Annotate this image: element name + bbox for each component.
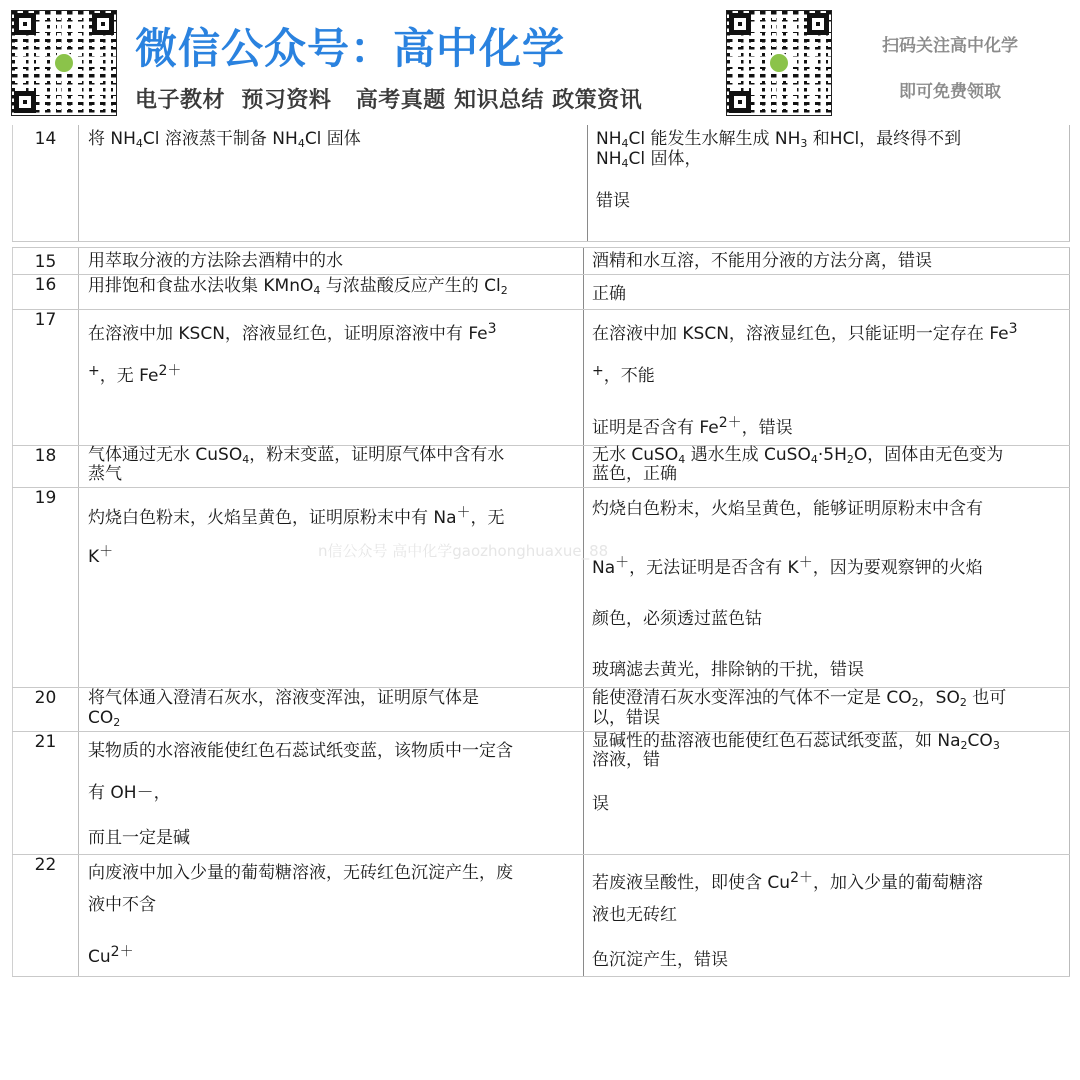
- row-analysis: $NH_4Cl$ 能发生水解生成 $NH_3$ 和HCl，最终得不到 $NH_4Cl$ 固体， 错误: [587, 125, 1070, 241]
- row-statement: 将气体通入澄清石灰水，溶液变浑浊，证明原气体是 $CO_2$: [78, 688, 581, 731]
- table-row: [12, 275, 1070, 310]
- qr-finder-mark: [92, 13, 114, 35]
- row-statement: 用排饱和食盐水法收集 KMnO$_4$ 与浓盐酸反应产生的 $Cl_2$: [78, 275, 581, 309]
- qr-finder-mark: [807, 13, 829, 35]
- qr-finder-mark: [14, 91, 36, 113]
- row-number: 14: [12, 125, 78, 241]
- row-number: 16: [12, 275, 78, 309]
- qr-finder-mark: [14, 13, 36, 35]
- table-row: [12, 125, 1070, 242]
- row-number: 22: [12, 855, 78, 976]
- table-row: [12, 247, 1070, 275]
- table-row: [12, 488, 1070, 688]
- page-subtitle: 电子教材 预习资料 高考真题 知识总结 政策资讯: [135, 88, 643, 113]
- row-number: 21: [12, 732, 78, 854]
- row-analysis: 灼烧白色粉末，火焰呈黄色，能够证明原粉末中含有 Na＋，无法证明是否含有 K＋，因为要观察钾的火焰 颜色，必须透过蓝色钴 玻璃滤去黄光，排除钠的干扰，错误: [583, 488, 1070, 687]
- table-row: [12, 732, 1070, 855]
- row-statement: 将 $NH_4Cl$ 溶液蒸干制备 $NH_4Cl$ 固体: [78, 125, 581, 241]
- table-row: [12, 310, 1070, 446]
- row-number: 18: [12, 446, 78, 487]
- page-title: 微信公众号：高中化学: [135, 24, 566, 73]
- row-statement: 在溶液中加 KSCN，溶液显红色，证明原溶液中有 Fe$^3$ +，无 $Fe^{2+}$: [78, 310, 581, 445]
- wechat-logo-icon: [53, 52, 75, 74]
- row-statement: 某物质的水溶液能使红色石蕊试纸变蓝，该物质中一定含 有 OH－， 而且一定是碱: [78, 732, 581, 854]
- row-statement: 灼烧白色粉末，火焰呈黄色，证明原粉末中有 Na＋，无 K＋: [78, 488, 581, 687]
- row-number: 19: [12, 488, 78, 687]
- qr-finder-mark: [729, 91, 751, 113]
- scan-prompt: 扫码关注高中化学: [882, 36, 1018, 56]
- table-row: [12, 855, 1070, 977]
- row-number: 15: [12, 248, 78, 274]
- row-analysis: 显碱性的盐溶液也能使红色石蕊试纸变蓝，如 $Na_2CO_3$ 溶液，错 误: [583, 732, 1070, 854]
- row-analysis: 若废液呈酸性，即使含 $Cu^{2+}$，加入少量的葡萄糖溶 液也无砖红 色沉淀产生，错误: [583, 855, 1070, 976]
- wechat-logo-icon: [768, 52, 790, 74]
- free-download-note: 即可免费领取: [899, 82, 1001, 102]
- row-statement: 向废液中加入少量的葡萄糖溶液，无砖红色沉淀产生，废 液中不含 $Cu^{2+}$: [78, 855, 581, 976]
- qr-finder-mark: [729, 13, 751, 35]
- row-number: 17: [12, 310, 78, 445]
- table-row: [12, 446, 1070, 488]
- watermark: n信公众号 高中化学gaozhonghuaxue_88: [318, 542, 609, 560]
- header-banner: [0, 0, 1080, 125]
- table-row: [12, 688, 1070, 732]
- row-analysis: 酒精和水互溶，不能用分液的方法分离，错误: [583, 248, 1070, 274]
- qr-code-left[interactable]: [12, 11, 116, 115]
- row-statement: 用萃取分液的方法除去酒精中的水: [78, 248, 581, 274]
- qr-code-right[interactable]: [727, 11, 831, 115]
- row-analysis: 正确: [583, 275, 1070, 309]
- row-analysis: 在溶液中加 KSCN，溶液显红色，只能证明一定存在 Fe$^3$ +，不能 证明是否含有 $Fe^{2+}$，错误: [583, 310, 1070, 445]
- row-analysis: 无水 CuSO$_4$ 遇水生成 $CuSO_4\cdot 5H_2O$，固体由无色变为 蓝色，正确: [583, 446, 1070, 487]
- row-number: 20: [12, 688, 78, 731]
- row-statement: 气体通过无水 CuSO$_4$，粉末变蓝，证明原气体中含有水 蒸气: [78, 446, 581, 487]
- row-analysis: 能使澄清石灰水变浑浊的气体不一定是 $CO_2$，$SO_2$ 也可 以，错误: [583, 688, 1070, 731]
